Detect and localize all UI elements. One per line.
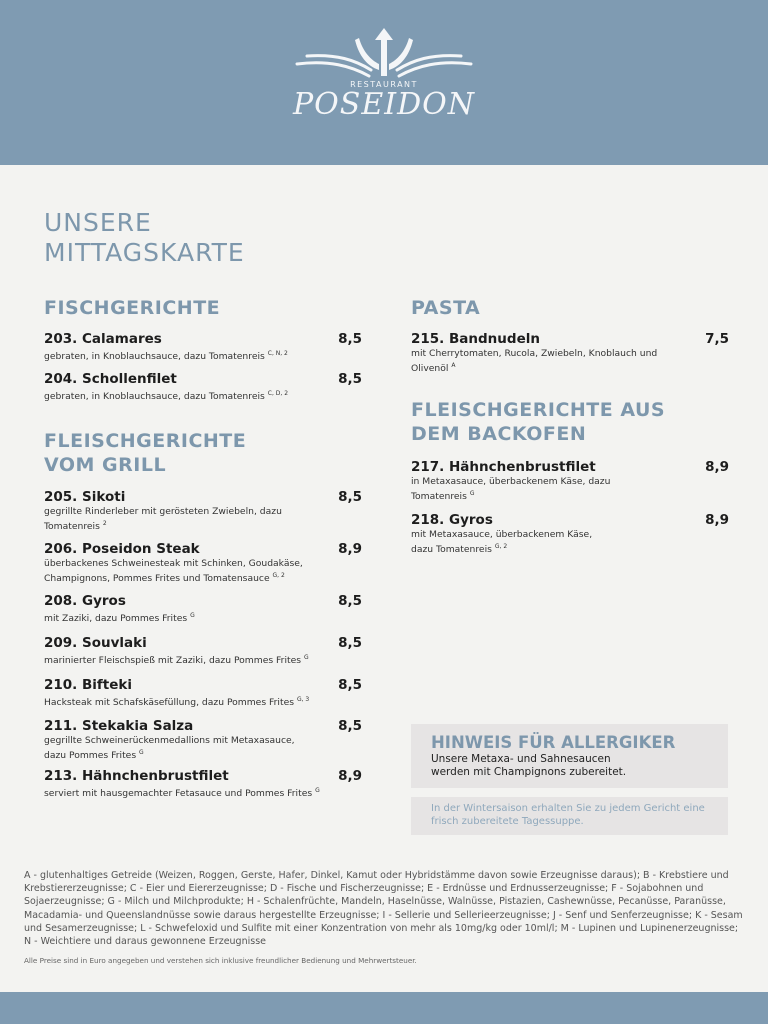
menu-item-203 (44, 331, 362, 363)
item-name: 208. Gyros (44, 593, 126, 609)
item-name: 211. Stekakia Salza (44, 718, 194, 734)
logo-subtitle: RESTAURANT (350, 80, 418, 89)
item-price: 7,5 (705, 331, 729, 347)
item-name: 213. Hähnchenbrustfilet (44, 768, 229, 784)
menu-item-218 (411, 512, 729, 556)
menu-item-209 (44, 635, 362, 667)
section-title-grill: FLEISCHGERICHTE VOM GRILL (44, 430, 247, 476)
item-price: 8,5 (338, 635, 362, 651)
item-description: serviert mit hausgemachter Fetasauce und Pommes Frites $^G$ (44, 787, 320, 800)
item-name: 209. Souvlaki (44, 635, 147, 651)
item-description: gebraten, in Knoblauchsauce, dazu Tomatenreis $^{C, N, 2}$ (44, 350, 288, 363)
item-name: 206. Poseidon Steak (44, 541, 200, 557)
item-name: 215. Bandnudeln (411, 331, 540, 347)
item-description: marinierter Fleischspieß mit Zaziki, dazu Pommes Frites $^G$ (44, 654, 309, 667)
item-description: gebraten, in Knoblauchsauce, dazu Tomatenreis $^{C, D, 2}$ (44, 390, 289, 403)
allergy-notice-text: Unsere Metaxa- und Sahnesaucen werden mit Champignons zubereitet. (431, 753, 627, 778)
item-description: mit Cherrytomaten, Rucola, Zwiebeln, Knoblauch und Olivenöl $^A$ (411, 348, 658, 375)
menu-item-204 (44, 371, 362, 403)
menu-item-208 (44, 593, 362, 625)
item-price: 8,9 (705, 512, 729, 528)
menu-item-213 (44, 768, 362, 800)
section-title-backofen: FLEISCHGERICHTE AUS DEM BACKOFEN (411, 399, 666, 445)
item-name: 203. Calamares (44, 331, 162, 347)
page-title-line1: UNSERE (44, 208, 152, 237)
logo-name: POSEIDON (293, 87, 475, 122)
item-name: 204. Schollenfilet (44, 371, 177, 387)
menu-item-211 (44, 718, 362, 762)
item-price: 8,5 (338, 371, 362, 387)
item-price: 8,9 (338, 541, 362, 557)
item-name: 218. Gyros (411, 512, 493, 528)
item-name: 217. Hähnchenbrustfilet (411, 459, 596, 475)
item-price: 8,5 (338, 718, 362, 734)
section-title-pasta: PASTA (411, 297, 481, 319)
item-description: überbackenes Schweinesteak mit Schinken, Goudakäse, Champignons, Pommes Frites und Tomatensauce $^{G, 2}$ (44, 558, 303, 585)
item-price: 8,5 (338, 677, 362, 693)
item-price: 8,5 (338, 593, 362, 609)
item-description: gegrillte Rinderleber mit gerösteten Zwiebeln, dazu Tomatenreis $^2$ (44, 506, 282, 533)
page-title-line2: MITTAGSKARTE (44, 238, 245, 267)
trident-wings-icon (289, 26, 479, 80)
winter-soup-notice: In der Wintersaison erhalten Sie zu jedem Gericht eine frisch zubereitete Tagessuppe. (411, 797, 728, 835)
item-price: 8,9 (338, 768, 362, 784)
restaurant-logo (284, 26, 484, 136)
allergen-legend: A - glutenhaltiges Getreide (Weizen, Roggen, Gerste, Hafer, Dinkel, Kamut oder Hybridstämme davon sowie Erzeugnisse daraus); B - Krebstiere und Krebstiererzeugnisse; C - Eier und Eiererzeugnisse; D - Fische und Fischerzeugnisse; E - Erdnüsse und Erdnusserzeugnisse; F - Sojabohnen und Sojaerzeugnisse; G - Milch und Milchprodukte; H - Schalenfrüchte, Mandeln, Haselnüsse, Walnüsse, Pistazien, Cashewnüsse, Pecanüsse, Paranüsse, Macadamia- und Queenslandnüsse sowie daraus hergestellte Erzeugnisse; I - Sellerie und Sellerieerzeugnisse; J - Senf und Senferzeugnisse; K - Sesam und Sesamerzeugnisse; L - Schwefeloxid und Sulfite mit einer Konzentration von mehr als 10mg/kg oder 10ml/l; M - Lupinen und Lupinenerzeugnisse; N - Weichtiere und daraus gewonnene Erzeugnisse (24, 870, 743, 948)
allergy-notice-title: HINWEIS FÜR ALLERGIKER (431, 733, 676, 752)
prices-note: Alle Preise sind in Euro angegeben und verstehen sich inklusive freundlicher Bedienung und Mehrwertsteuer. (24, 956, 417, 965)
menu-item-206 (44, 541, 362, 585)
menu-item-205 (44, 489, 362, 533)
page-title (44, 208, 245, 268)
section-title-fisch: FISCHGERICHTE (44, 297, 221, 319)
item-name: 210. Bifteki (44, 677, 133, 693)
footer-band (0, 992, 768, 1024)
item-description: mit Metaxasauce, überbackenem Käse, dazu Tomatenreis $^{G, 2}$ (411, 529, 593, 556)
menu-item-210 (44, 677, 362, 709)
menu-item-217 (411, 459, 729, 503)
item-description: mit Zaziki, dazu Pommes Frites $^G$ (44, 612, 195, 625)
menu-item-215 (411, 331, 729, 375)
allergy-notice-box (411, 724, 728, 788)
item-price: 8,9 (705, 459, 729, 475)
item-name: 205. Sikoti (44, 489, 126, 505)
item-description: Hacksteak mit Schafskäsefüllung, dazu Pommes Frites $^{G, 3}$ (44, 696, 310, 709)
item-description: in Metaxasauce, überbackenem Käse, dazu Tomatenreis $^G$ (411, 476, 611, 503)
item-price: 8,5 (338, 331, 362, 347)
item-description: gegrillte Schweinerückenmedallions mit Metaxasauce, dazu Pommes Frites $^G$ (44, 735, 295, 762)
item-price: 8,5 (338, 489, 362, 505)
